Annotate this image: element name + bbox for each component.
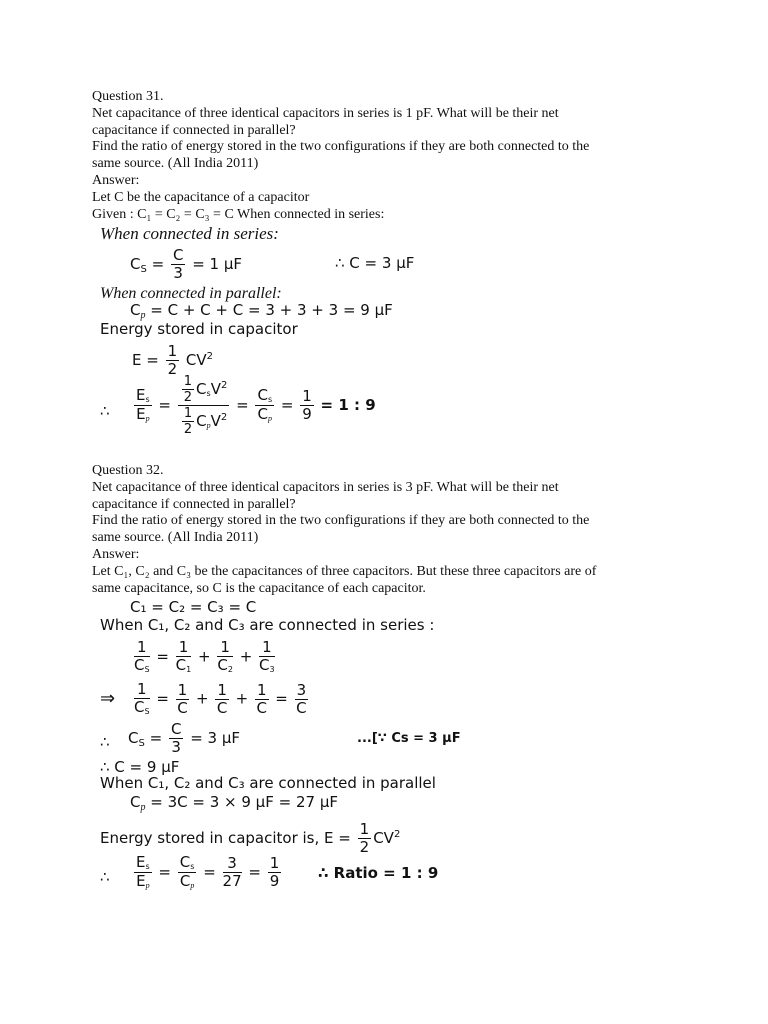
series-heading: When connected in series:	[100, 224, 279, 243]
energy-formula: E = $\frac{1}{2}$ $CV^2$	[132, 342, 214, 378]
series-capacitance-equation-32: $C_S$ = $\frac{C}{3}$ = 3 μF	[128, 720, 241, 756]
parallel-connection-line: When C₁, C₂ and C₃ are connected in parallel	[100, 774, 436, 792]
question-32-line-1: Net capacitance of three identical capacitors in series is 3 pF. What will be their net	[92, 479, 559, 495]
parallel-heading: When connected in parallel:	[100, 285, 282, 302]
series-capacitance-equation: $C_S$ = $\frac{C}{3}$ = 1 μF	[130, 246, 243, 282]
question-32-let-1: Let C₁, C₂ and C₃ be the capacitances of three capacitors. But these three capacitors are of	[92, 563, 597, 579]
implies-arrow: ⇒	[100, 688, 116, 709]
energy-stored-label: Energy stored in capacitor is, E =	[100, 829, 351, 847]
parallel-capacitance-equation-32: $C_p = 3C = 3 \times 9$ μF = 27 μF	[130, 793, 338, 813]
series-capacitance-value: = 1 μF	[192, 255, 243, 273]
question-31-line-2: capacitance if connected in parallel?	[92, 122, 296, 138]
question-32-answer-label: Answer:	[92, 546, 140, 562]
energy-formula-lhs: E =	[132, 351, 159, 369]
question-31-let: Let C be the capacitance of a capacitor	[92, 189, 310, 205]
series-substitution-equation: $\frac{1}{CS}$ = $\frac{1}{C}$ + $\frac{1}{C}$ + $\frac{1}{C}$ = $\frac{3}{C}$	[134, 680, 307, 717]
energy-ratio-result-32: ∴ Ratio = 1 : 9	[318, 864, 439, 882]
question-31-answer-label: Answer:	[92, 172, 140, 188]
question-31-line-1: Net capacitance of three identical capacitors in series is 1 pF. What will be their net	[92, 105, 559, 121]
question-31-line-3: Find the ratio of energy stored in the two configurations if they are both connected to the	[92, 139, 590, 155]
energy-ratio-result: = 1 : 9	[320, 396, 376, 414]
question-32-text	[92, 463, 652, 597]
parallel-capacitance-equation: $C_p = C + C + C = 3 + 3 + 3 = 9$ μF	[130, 301, 393, 321]
question-32-line-4: same source. (All India 2011)	[92, 530, 259, 546]
parallel-capacitance-value: = C + C + C = 3 + 3 + 3 = 9 μF	[150, 301, 393, 319]
capacitor-value-equation: ∴ C = 9 μF	[100, 758, 180, 776]
energy-ratio-equation-32: $\frac{Es}{Ep}$ = $\frac{Cs}{Cp}$ = $\frac{3}{27}$ = $\frac{1}{9}$	[136, 853, 280, 890]
series-reciprocal-equation: $\frac{1}{CS}$ = $\frac{1}{C1}$ + $\frac{1}{C2}$ + $\frac{1}{C3}$	[134, 638, 275, 674]
question-32-let-2: same capacitance, so C is the capacitance of each capacitor.	[92, 580, 426, 596]
therefore-symbol-2: ∴	[100, 733, 110, 751]
series-connection-line: When C₁, C₂ and C₃ are connected in series :	[100, 616, 435, 634]
therefore-symbol-3: ∴	[100, 868, 110, 886]
energy-ratio-equation: $\frac{Es}{Ep}$ = $\frac{1}{2}$ CsV$^2$ $\frac{1}{2}$ CpV$^2$ = $\frac{Cs}{Cp}$ = $\frac{1}{9}$ = 1 : 9	[136, 374, 376, 437]
question-31-heading: Question 31.	[92, 89, 164, 104]
therefore-symbol: ∴	[100, 402, 110, 420]
question-31-line-4: same source. (All India 2011)	[92, 156, 259, 172]
parallel-capacitance-value-32: = 3C = 3 × 9 μF = 27 μF	[150, 793, 338, 811]
question-32-line-2: capacitance if connected in parallel?	[92, 496, 296, 512]
question-32-heading: Question 32.	[92, 463, 164, 478]
energy-stored-equation: Energy stored in capacitor is, E = $\frac{1}{2}$ $CV^2$	[100, 820, 401, 856]
question-32-line-3: Find the ratio of energy stored in the two configurations if they are both connected to the	[92, 513, 590, 529]
energy-heading: Energy stored in capacitor	[100, 320, 298, 338]
question-31-given: Given : C₁ = C₂ = C₃ = C When connected in series:	[92, 206, 385, 222]
capacitor-value-result: ∴ C = 3 μF	[335, 254, 415, 272]
equal-capacitance-equation: C₁ = C₂ = C₃ = C	[130, 598, 257, 616]
series-capacitance-value-32: = 3 μF	[190, 729, 241, 747]
given-series-capacitance: ...[∵ Cs = 3 μF	[357, 731, 461, 746]
question-31-text	[92, 89, 652, 223]
